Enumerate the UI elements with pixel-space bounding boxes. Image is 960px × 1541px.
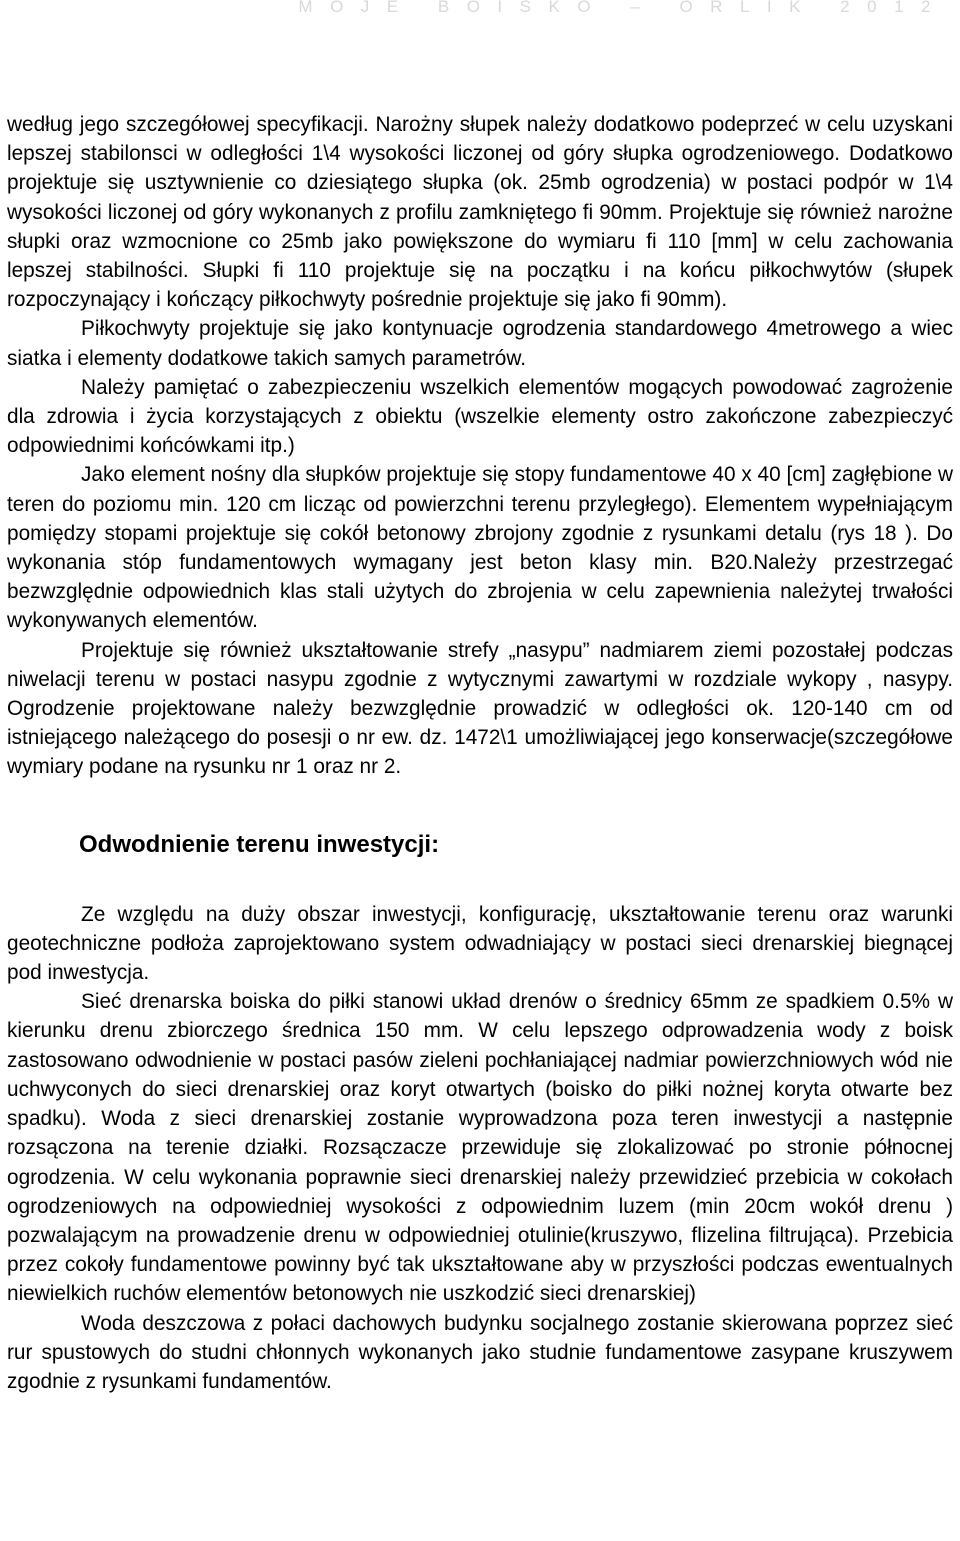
paragraph: Ze względu na duży obszar inwestycji, konfigurację, ukształtowanie terenu oraz warunki geotechniczne podłoża zaprojektowano system odwadniający w postaci sieci drenarskiej biegnącej pod inwestycja. bbox=[7, 902, 953, 985]
section-heading: Odwodnienie terenu inwestycji: bbox=[79, 830, 440, 858]
paragraph: Piłkochwyty projektuje się jako kontynuacje ogrodzenia standardowego 4metrowego a wiec siatka i elementy dodatkowe takich samych parametrów. bbox=[7, 317, 953, 370]
paragraph: według jego szczegółowej specyfikacji. Narożny słupek należy dodatkowo podeprzeć w celu uzyskani lepszej stabilonsci w odległości 1\4 wysokości liczonej od góry słupka ogrodzeniowego. Dodatkowo projektuje się usztywnienie co dziesiątego słupka (ok. 25mb ogrodzenia) w postaci podpór w 1\4 wysokości liczonej od góry wykonanych z profilu zamkniętego fi 90mm. Projektuje się również narożne słupki oraz wzmocnione co 25mb jako powiększone do wymiaru fi 110 [mm] w celu zachowania lepszej stabilności. Słupki fi 110 projektuje się na początku i na końcu piłkochwytów (słupek rozpoczynający i kończący piłkochwyty pośrednie projektuje się jako fi 90mm). bbox=[7, 113, 953, 312]
page-header bbox=[0, 0, 960, 22]
paragraph: Należy pamiętać o zabezpieczeniu wszelkich elementów mogących powodować zagrożenie dla zdrowia i życia korzystających z obiektu (wszelkie elementy ostro zakończone zabezpieczyć odpowiednimi końcówkami itp.) bbox=[7, 375, 953, 458]
section-body bbox=[7, 900, 953, 1396]
running-header-title: MOJE BOISKO – ORLIK 2012 bbox=[298, 0, 948, 16]
paragraph: Sieć drenarska boiska do piłki stanowi układ drenów o średnicy 65mm ze spadkiem 0.5% w kierunku drenu zbiorczego średnica 150 mm. W celu lepszego odprowadzenia wody z boisk zastosowano odwodnienie w postaci pasów zieleni pochłaniającej nadmiar powierzchniowych wód nie uchwyconych do sieci drenarskiej oraz koryt otwartych (boisko do piłki nożnej koryta otwarte bez spadku). Woda z sieci drenarskiej zostanie wyprowadzona poza teren inwestycji a następnie rozsączona na terenie działki. Rozsączacze przewiduje się zlokalizować po stronie północnej ogrodzenia. W celu wykonania poprawnie sieci drenarskiej należy przewidzieć przebicia w cokołach ogrodzeniowych na odpowiedniej wysokości z odpowiednim luzem (min 20cm wokół drenu ) pozwalającym na prowadzenie drenu w odpowiedniej otulinie(kruszywo, flizelina filtrująca). Przebicia przez cokoły fundamentowe powinny być tak ukształtowane aby w przyszłości podczas ewentualnych niewielkich ruchów elementów betonowych nie uszkodzić sieci drenarskiej) bbox=[7, 990, 953, 1306]
document-body bbox=[7, 110, 953, 1396]
paragraph: Jako element nośny dla słupków projektuje się stopy fundamentowe 40 x 40 [cm] zagłębione w teren do poziomu min. 120 cm licząc od powierzchni terenu przyległego). Elementem wypełniającym pomiędzy stopami projektuje się cokół betonowy zbrojony zgodnie z rysunkami detalu (rys 18 ). Do wykonania stóp fundamentowych wymagany jest beton klasy min. B20.Należy przestrzegać bezwzględnie odpowiednich klas stali użytych do zbrojenia w celu zapewnienia należytej trwałości wykonywanych elementów. bbox=[7, 463, 953, 633]
paragraph: Projektuje się również ukształtowanie strefy „nasypu” nadmiarem ziemi pozostałej podczas niwelacji terenu w postaci nasypu zgodnie z wytycznymi zawartymi w rozdziale wykopy , nasypy. Ogrodzenie projektowane należy bezwzględnie prowadzić w odległości ok. 120-140 cm od istniejącego należącego do posesji o nr ew. dz. 1472\1 umożliwiającej jego konserwacje(szczegółowe wymiary podane na rysunku nr 1 oraz nr 2. bbox=[7, 638, 953, 779]
paragraph: Woda deszczowa z połaci dachowych budynku socjalnego zostanie skierowana poprzez sieć rur spustowych do studni chłonnych wykonanych jako studnie fundamentowe zasypane kruszywem zgodnie z rysunkami fundamentów. bbox=[7, 1311, 953, 1393]
